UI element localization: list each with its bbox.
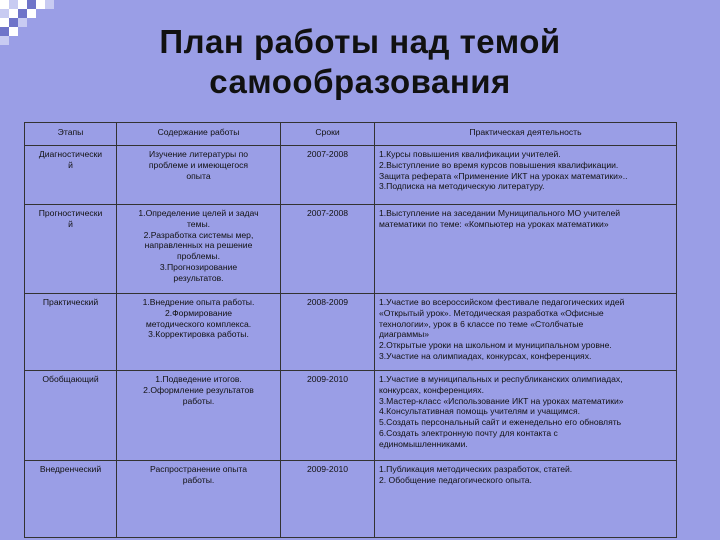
cell-text-line: й xyxy=(68,218,73,229)
cell-text-line: математики по теме: «Компьютер на уроках математики» xyxy=(379,218,609,229)
cell-content xyxy=(117,294,281,371)
table-header-row xyxy=(25,123,677,146)
cell-content xyxy=(117,146,281,205)
cell-text-line: 1.Публикация методических разработок, статей. xyxy=(379,464,573,474)
cell-text-line: Внедренческий xyxy=(39,464,102,474)
cell-text-line: работы. xyxy=(182,395,215,406)
header-content: Содержание работы xyxy=(117,123,281,146)
cell-stage xyxy=(25,146,117,205)
cell-dates: 2009-2010 xyxy=(281,371,375,461)
cell-text-line: темы. xyxy=(186,218,211,229)
table-row xyxy=(25,146,677,205)
cell-activity xyxy=(375,461,677,538)
corner-decoration xyxy=(0,0,60,50)
cell-text-line: Диагностически xyxy=(38,149,103,159)
cell-text-line: Защита реферата «Применение ИКТ на уроках математики».. xyxy=(379,170,628,181)
header-activity: Практическая деятельность xyxy=(375,123,677,146)
cell-text-line: й xyxy=(68,159,73,170)
cell-content xyxy=(117,461,281,538)
table-row xyxy=(25,371,677,461)
cell-text-line: Изучение литературы по xyxy=(148,149,249,159)
cell-dates: 2007-2008 xyxy=(281,205,375,294)
cell-activity xyxy=(375,371,677,461)
table-row xyxy=(25,294,677,371)
cell-text-line: 4.Консультативная помощь учителям и учащимся. xyxy=(379,406,581,417)
cell-text-line: 2.Формирование xyxy=(164,307,233,318)
cell-text-line: технологии», урок в 6 классе по теме «Столбчатые xyxy=(379,318,584,329)
cell-text-line: Распространение опыта xyxy=(150,464,247,474)
table-row xyxy=(25,461,677,538)
cell-activity xyxy=(375,294,677,371)
header-stage: Этапы xyxy=(25,123,117,146)
cell-text-line: методического комплекса. xyxy=(145,318,252,329)
cell-text-line: 2.Разработка системы мер, xyxy=(143,229,254,240)
cell-text-line: 1.Внедрение опыта работы. xyxy=(142,297,255,307)
cell-stage xyxy=(25,205,117,294)
cell-dates: 2007-2008 xyxy=(281,146,375,205)
cell-text-line: проблеме и имеющегося xyxy=(148,159,249,170)
title-line-2: самообразования xyxy=(209,63,511,100)
cell-text-line: диаграммы» xyxy=(379,329,430,340)
cell-text-line: Обобщающий xyxy=(42,374,99,384)
cell-text-line: 1.Участие во всероссийском фестивале педагогических идей xyxy=(379,297,625,307)
cell-text-line: «Открытый урок». Методическая разработка «Офисные xyxy=(379,307,604,318)
page-title xyxy=(60,22,660,102)
cell-activity xyxy=(375,205,677,294)
cell-text-line: конкурсах, конференциях. xyxy=(379,384,484,395)
cell-stage xyxy=(25,294,117,371)
cell-text-line: 2. Обобщение педагогического опыта. xyxy=(379,474,532,485)
cell-text-line: направленных на решение xyxy=(144,240,253,251)
cell-content xyxy=(117,371,281,461)
cell-text-line: 6.Создать электронную почту для контакта с xyxy=(379,427,558,438)
cell-text-line: Практический xyxy=(42,297,99,307)
cell-text-line: 2.Выступление во время курсов повышения квалификации. xyxy=(379,159,619,170)
cell-text-line: 2.Оформление результатов xyxy=(143,384,254,395)
cell-text-line: 3.Участие на олимпиадах, конкурсах, конференциях. xyxy=(379,350,592,361)
cell-text-line: опыта xyxy=(186,170,211,181)
cell-text-line: 5.Создать персональный сайт и еженедельно его обновлять xyxy=(379,417,622,428)
cell-text-line: проблемы. xyxy=(176,251,220,262)
cell-content xyxy=(117,205,281,294)
cell-stage xyxy=(25,371,117,461)
cell-text-line: 2.Открытые уроки на школьном и муниципальном уровне. xyxy=(379,340,612,351)
cell-text-line: работы. xyxy=(182,474,215,485)
cell-text-line: 1.Определение целей и задач xyxy=(138,208,259,218)
cell-text-line: 1.Курсы повышения квалификации учителей. xyxy=(379,149,561,159)
cell-text-line: 1.Участие в муниципальных и республиканских олимпиадах, xyxy=(379,374,623,384)
cell-text-line: 3.Корректировка работы. xyxy=(148,329,249,340)
table-row xyxy=(25,205,677,294)
cell-text-line: Прогностически xyxy=(38,208,103,218)
cell-stage xyxy=(25,461,117,538)
cell-text-line: 1.Выступление на заседании Муниципального МО учителей xyxy=(379,208,621,218)
cell-text-line: 3.Подписка на методическую литературу. xyxy=(379,181,545,192)
cell-text-line: результатов. xyxy=(173,272,224,283)
cell-activity xyxy=(375,146,677,205)
plan-table-container xyxy=(24,122,676,538)
cell-text-line: 1.Подведение итогов. xyxy=(155,374,242,384)
cell-text-line: единомышленниками. xyxy=(379,438,468,449)
cell-text-line: 3.Прогнозирование xyxy=(159,261,238,272)
cell-text-line: 3.Мастер-класс «Использование ИКТ на уроках математики» xyxy=(379,395,624,406)
title-line-1: План работы над темой xyxy=(159,23,561,60)
header-dates: Сроки xyxy=(281,123,375,146)
cell-dates: 2008-2009 xyxy=(281,294,375,371)
plan-table xyxy=(24,122,677,538)
cell-dates: 2009-2010 xyxy=(281,461,375,538)
